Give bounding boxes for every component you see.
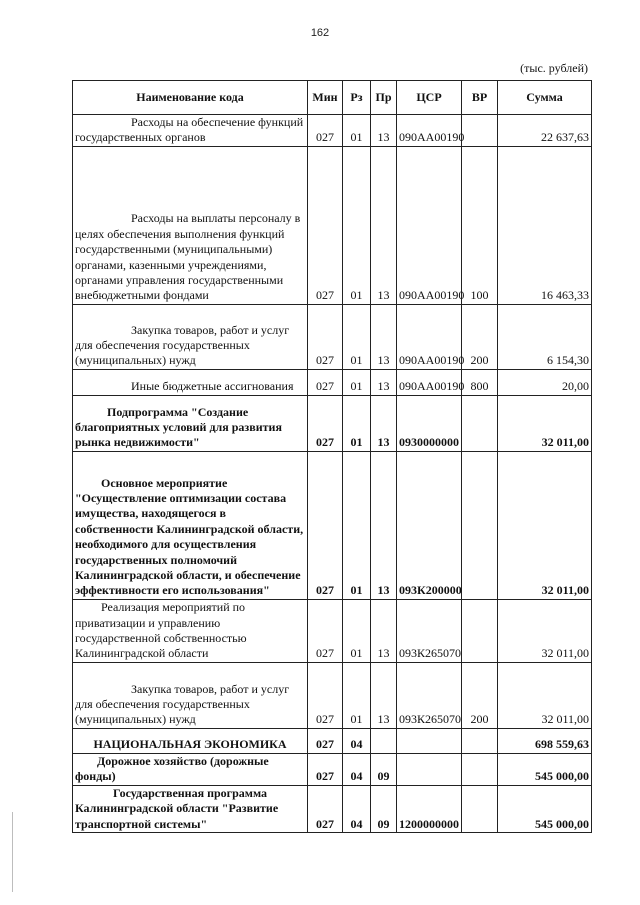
cell-name-rest: "Осуществление оптимизации состава имущества, находящегося в собственности Калининградской области, необходимого для осуществления государственных полномочий Калининградской области, и обеспечение эффективности его использования" (75, 490, 304, 598)
cell-csr: 0930000000 (397, 395, 462, 451)
cell-name (73, 369, 308, 395)
cell-min: 027 (308, 785, 343, 832)
header-sum: Сумма (498, 81, 592, 115)
cell-name-rest: для обеспечения государственных (муниципальных) нужд (75, 697, 250, 727)
cell-pr: 09 (371, 753, 397, 785)
cell-name-lead: Иные бюджетные ассигнования (131, 379, 294, 394)
cell-rz: 04 (343, 785, 371, 832)
cell-min: 027 (308, 599, 343, 662)
table-row (73, 662, 592, 728)
table-row (73, 753, 592, 785)
cell-rz: 01 (343, 599, 371, 662)
cell-name-lead: Дорожное хозяйство (дорожные (97, 754, 269, 768)
cell-csr: 093К265070 (397, 599, 462, 662)
cell-name-lead: НАЦИОНАЛЬНАЯ ЭКОНОМИКА (93, 737, 287, 752)
cell-name-rest: приватизации и управлению государственной собственностью Калининградской области (75, 615, 247, 661)
scan-margin-mark (12, 812, 13, 892)
cell-name-lead: Расходы на обеспечение (131, 115, 256, 129)
table-row (73, 146, 592, 304)
cell-pr: 09 (371, 785, 397, 832)
cell-sum: 32 011,00 (498, 395, 592, 451)
header-rz: Рз (343, 81, 371, 115)
cell-csr (397, 728, 462, 753)
cell-pr: 13 (371, 369, 397, 395)
cell-pr: 13 (371, 146, 397, 304)
cell-sum: 32 011,00 (498, 451, 592, 599)
cell-name-rest: в целях обеспечения выполнения функций государственными (муниципальными) органами, казенными учреждениями, органами управления государственными внебюджетными фондами (75, 211, 301, 303)
cell-pr (371, 728, 397, 753)
cell-rz: 01 (343, 662, 371, 728)
cell-rz: 04 (343, 753, 371, 785)
cell-rz: 01 (343, 146, 371, 304)
cell-name-rest: для обеспечения государственных (муниципальных) нужд (75, 338, 250, 368)
cell-csr (397, 753, 462, 785)
cell-min: 027 (308, 304, 343, 369)
cell-pr: 13 (371, 304, 397, 369)
table-row (73, 728, 592, 753)
cell-rz: 01 (343, 395, 371, 451)
cell-name (73, 753, 308, 785)
cell-vr (462, 753, 498, 785)
table-header-row (73, 81, 592, 115)
header-vr: ВР (462, 81, 498, 115)
table-row (73, 451, 592, 599)
cell-vr (462, 451, 498, 599)
header-csr: ЦСР (397, 81, 462, 115)
table-row (73, 395, 592, 451)
cell-name-lead: Расходы на выплаты персоналу (131, 211, 292, 226)
cell-sum: 22 637,63 (498, 115, 592, 147)
header-name: Наименование кода (73, 81, 308, 115)
cell-sum: 6 154,30 (498, 304, 592, 369)
cell-name (73, 146, 308, 304)
cell-sum: 698 559,63 (498, 728, 592, 753)
cell-vr: 100 (462, 146, 498, 304)
cell-sum: 32 011,00 (498, 662, 592, 728)
cell-rz: 04 (343, 728, 371, 753)
cell-rz: 01 (343, 369, 371, 395)
cell-rz: 01 (343, 451, 371, 599)
cell-name (73, 304, 308, 369)
cell-rz: 01 (343, 115, 371, 147)
cell-name-lead: Государственная программа (113, 785, 268, 800)
cell-pr: 13 (371, 599, 397, 662)
cell-vr: 200 (462, 662, 498, 728)
budget-table (72, 80, 592, 833)
cell-vr (462, 115, 498, 147)
cell-vr (462, 395, 498, 451)
cell-name (73, 728, 308, 753)
table-row (73, 599, 592, 662)
cell-sum: 20,00 (498, 369, 592, 395)
cell-pr: 13 (371, 451, 397, 599)
cell-rz: 01 (343, 304, 371, 369)
cell-name (73, 451, 308, 599)
table-row (73, 369, 592, 395)
cell-csr: 1200000000 (397, 785, 462, 832)
header-min: Мин (308, 81, 343, 115)
cell-vr (462, 785, 498, 832)
cell-sum: 545 000,00 (498, 785, 592, 832)
cell-csr: 093К200000 (397, 451, 462, 599)
cell-vr: 800 (462, 369, 498, 395)
cell-sum: 16 463,33 (498, 146, 592, 304)
table-row (73, 785, 592, 832)
cell-name-lead: Основное мероприятие (101, 475, 228, 490)
cell-name-rest: фонды) (75, 769, 116, 784)
cell-vr (462, 599, 498, 662)
cell-csr: 090AA00190 (397, 369, 462, 395)
cell-min: 027 (308, 369, 343, 395)
cell-name (73, 395, 308, 451)
cell-min: 027 (308, 115, 343, 147)
cell-name-rest: благоприятных условий для развития рынка недвижимости" (75, 420, 282, 450)
cell-sum: 545 000,00 (498, 753, 592, 785)
cell-pr: 13 (371, 395, 397, 451)
cell-name (73, 115, 308, 147)
cell-csr: 090AA00190 (397, 304, 462, 369)
table-row (73, 115, 592, 147)
page-number: 162 (310, 27, 330, 39)
cell-pr: 13 (371, 115, 397, 147)
units-label: (тыс. рублей) (520, 61, 588, 75)
cell-name (73, 662, 308, 728)
cell-name-lead: Реализация мероприятий по (101, 600, 246, 615)
header-pr: Пр (371, 81, 397, 115)
cell-name-lead: Подпрограмма "Создание (107, 404, 249, 419)
cell-pr: 13 (371, 662, 397, 728)
cell-csr: 090AA00190 (397, 146, 462, 304)
cell-name-lead: Закупка товаров, работ и услуг (131, 322, 290, 337)
cell-csr: 093К265070 (397, 662, 462, 728)
cell-min: 027 (308, 146, 343, 304)
cell-csr: 090AA00190 (397, 115, 462, 147)
cell-min: 027 (308, 728, 343, 753)
cell-min: 027 (308, 662, 343, 728)
cell-min: 027 (308, 395, 343, 451)
cell-vr: 200 (462, 304, 498, 369)
cell-vr (462, 728, 498, 753)
cell-name-lead: Закупка товаров, работ и услуг (131, 681, 290, 696)
cell-min: 027 (308, 451, 343, 599)
table-body (73, 115, 592, 833)
cell-name-rest: функций государственных органов (75, 115, 304, 145)
cell-name (73, 599, 308, 662)
table-row (73, 304, 592, 369)
cell-name-rest: Калининградской области "Развитие транспортной системы" (75, 801, 279, 831)
cell-sum: 32 011,00 (498, 599, 592, 662)
cell-name (73, 785, 308, 832)
cell-min: 027 (308, 753, 343, 785)
